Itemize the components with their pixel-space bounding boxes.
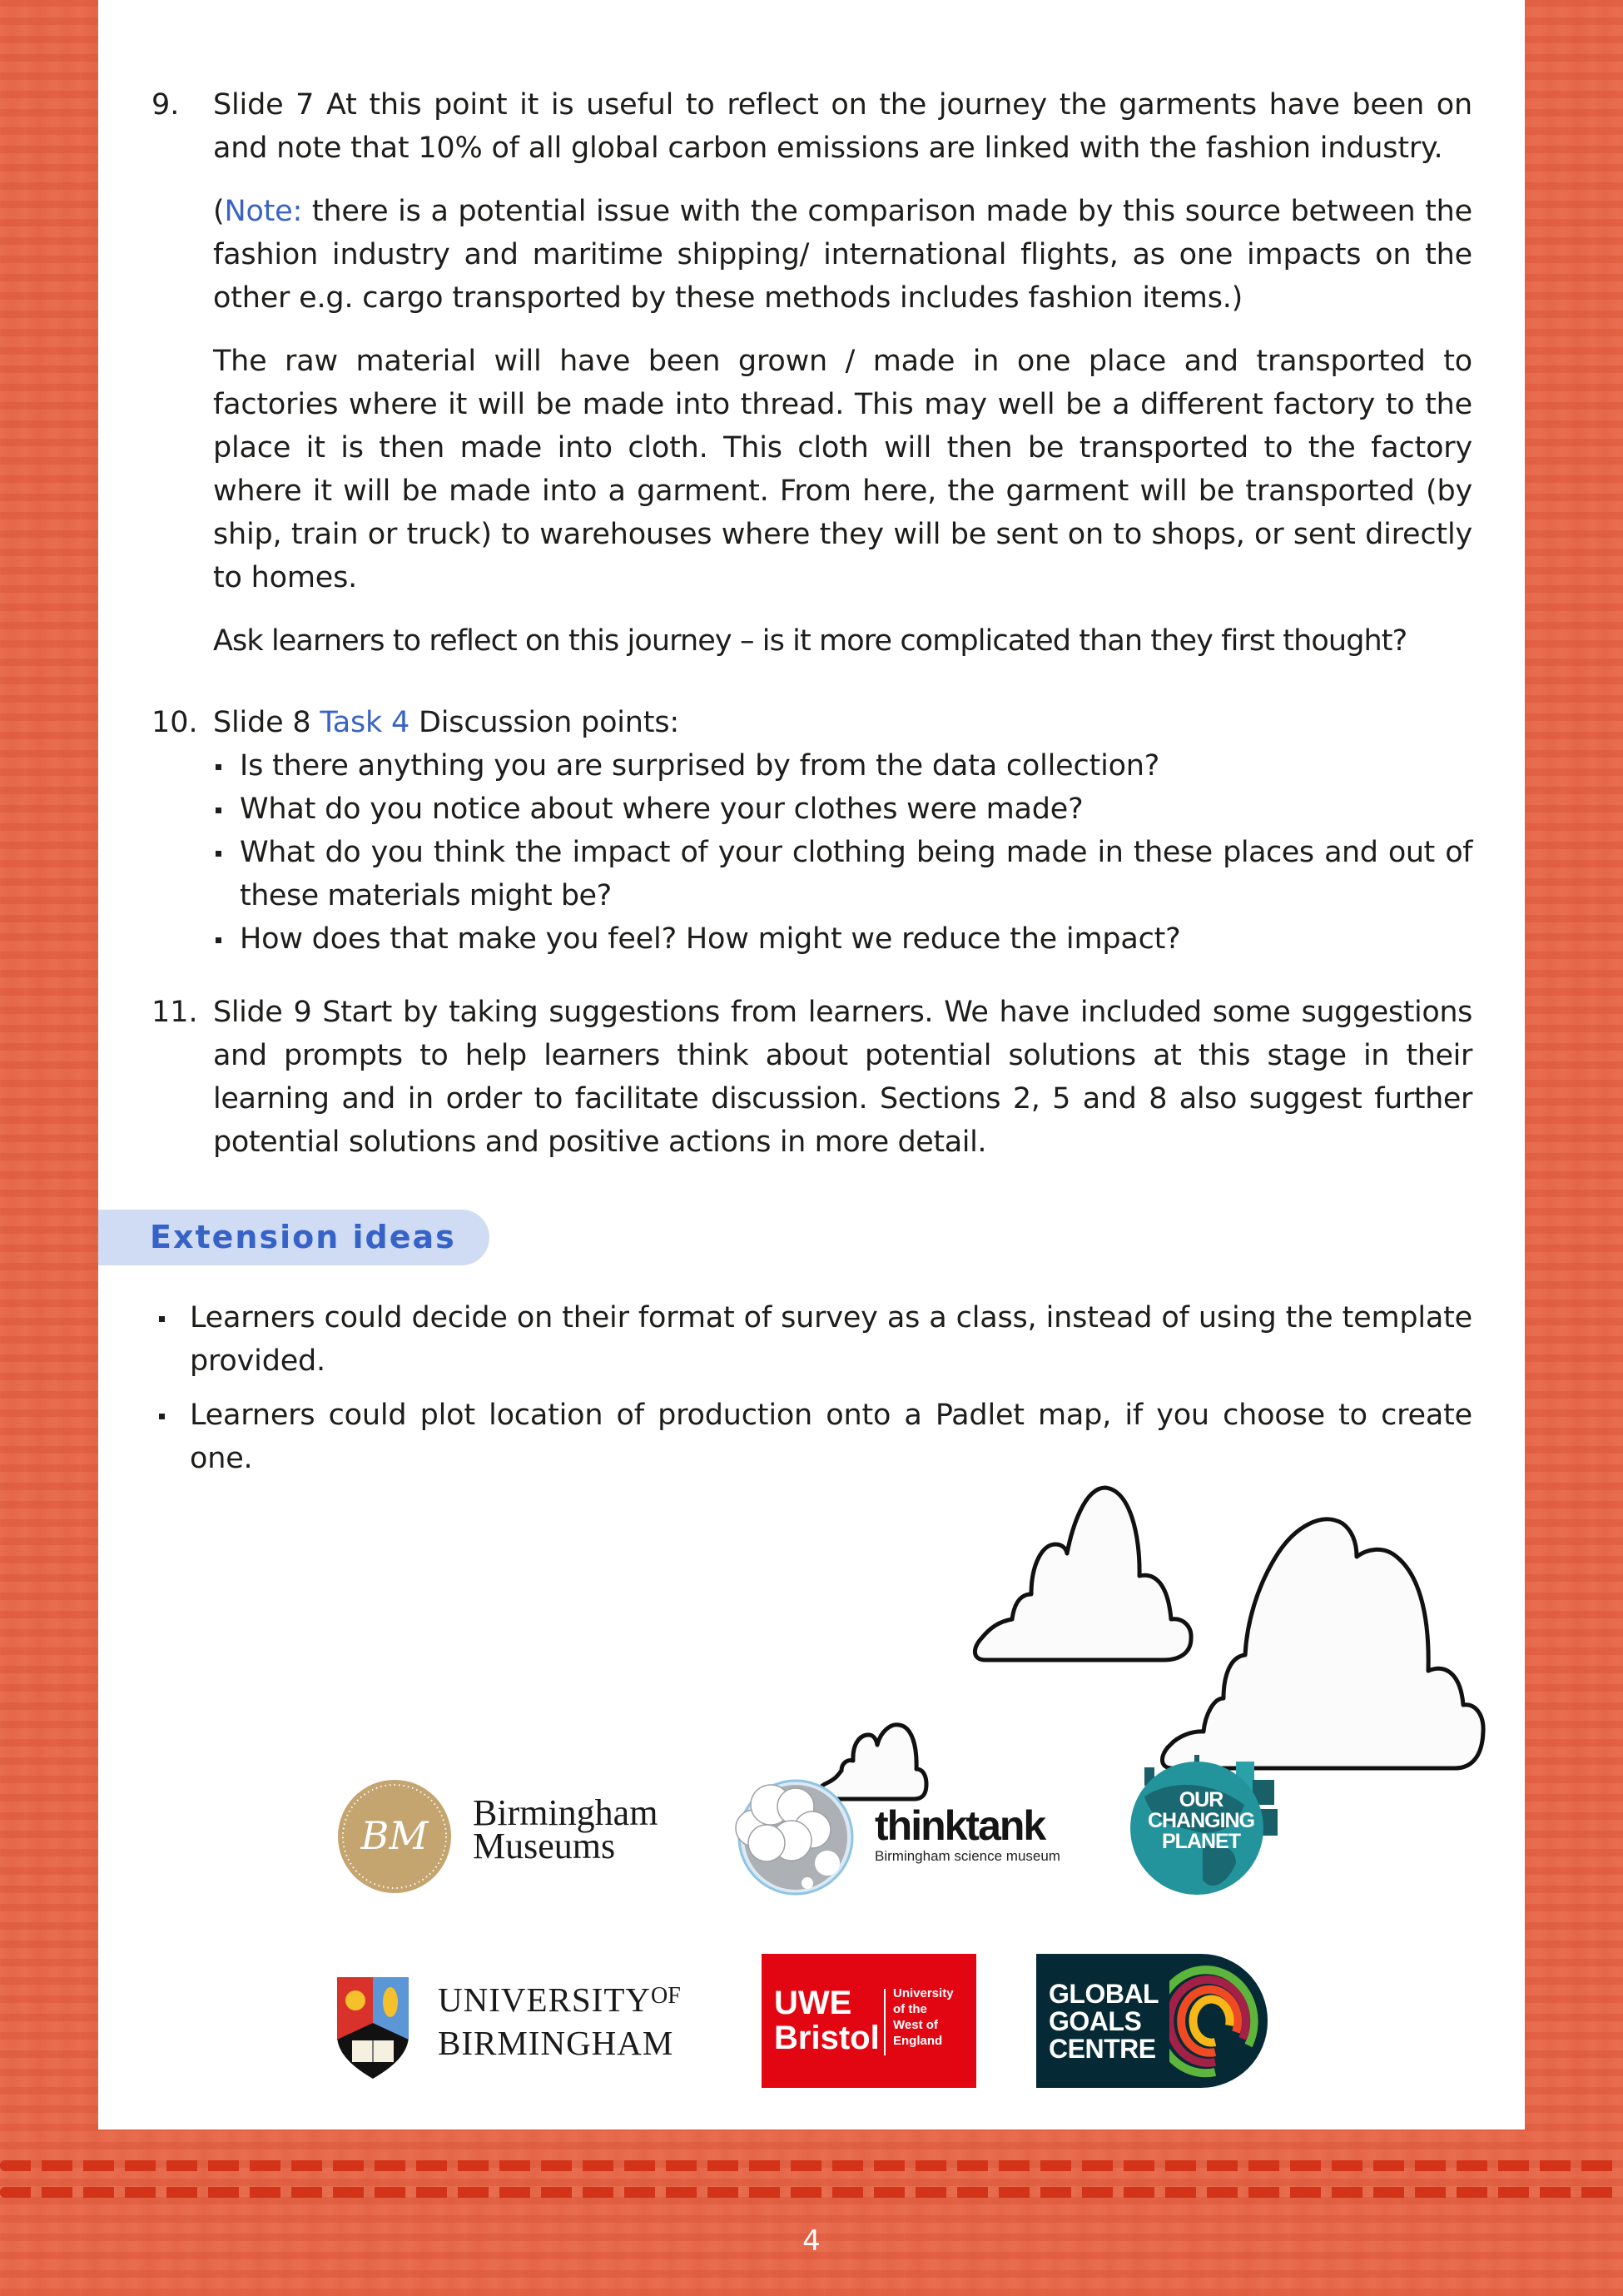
bullet-square-icon — [159, 1414, 165, 1419]
university-of-birmingham-wordmark — [438, 1975, 681, 2065]
discussion-point — [213, 744, 1472, 788]
item-10-intro — [213, 701, 1472, 744]
extension-idea — [159, 1296, 1472, 1383]
uwe-line2: Bristol — [774, 2020, 880, 2056]
birmingham-museums-wordmark — [473, 1792, 658, 1866]
extension-ideas-heading — [98, 1210, 489, 1265]
stitch-line-bottom — [0, 2187, 1623, 2198]
global-goals-centre-logo — [1036, 1954, 1268, 2088]
extension-idea — [159, 1394, 1472, 1480]
item-number: 10. — [151, 706, 198, 739]
stitch-line-top — [0, 2160, 1623, 2171]
ocp-line3: PLANET — [1162, 1830, 1240, 1853]
bullet-square-icon — [216, 937, 221, 943]
bm-line2: Museums — [473, 1826, 616, 1866]
bm-line1: Birmingham — [473, 1792, 658, 1833]
thinktank-wordmark: thinktank — [875, 1802, 1045, 1849]
uwe-small4: England — [893, 2034, 943, 2048]
ggc-wordmark — [1049, 1980, 1159, 2063]
uwe-small2: of the — [893, 2002, 927, 2016]
discussion-points-list — [213, 744, 1472, 961]
extension-ideas-list — [159, 1296, 1472, 1491]
uwe-divider — [884, 1989, 886, 2055]
item-9-note-paragraph — [213, 190, 1472, 320]
uwe-full-name — [893, 1985, 954, 2049]
ggc-rainbow-icon — [1169, 1962, 1263, 2080]
item-number: 11. — [151, 996, 198, 1029]
note-text: there is a potential issue with the comparison made by this source between the fashion industry and maritime shipping/ international flights, as one impacts on the other e.g. cargo transported by these methods includes fashion items.) — [213, 195, 1472, 315]
bullet-text: Is there anything you are surprised by from the data collection? — [240, 749, 1160, 783]
item-9-paragraph-1: Slide 7 At this point it is useful to reflect on the journey the garments have been on and note that 10% of all global carbon emissions are linked with the fashion industry. — [213, 88, 1472, 165]
note-label: Note: — [224, 195, 303, 228]
discussion-point — [213, 917, 1472, 961]
discussion-point — [213, 831, 1472, 917]
bullet-text: Learners could plot location of production onto a Padlet map, if you choose to create one. — [190, 1399, 1472, 1475]
intro-prefix: Slide 8 — [213, 706, 320, 739]
discussion-point — [213, 788, 1472, 831]
uob-line2: BIRMINGHAM — [438, 2024, 674, 2062]
uwe-small3: West of — [893, 2018, 938, 2032]
bullet-square-icon — [159, 1316, 165, 1322]
uwe-wordmark — [774, 1985, 880, 2055]
our-changing-planet-wordmark — [1130, 1790, 1272, 1852]
intro-suffix: Discussion points: — [409, 706, 679, 739]
page-panel — [98, 0, 1525, 2130]
birmingham-museums-logo-icon — [337, 1779, 452, 1894]
uwe-line1: UWE — [774, 1985, 852, 2021]
bullet-text: What do you think the impact of your clothing being made in these places and out of these materials might be? — [240, 836, 1472, 912]
open-paren: ( — [213, 195, 225, 228]
thinktank-subtitle: Birmingham science museum — [875, 1848, 1060, 1864]
bullet-square-icon — [216, 808, 221, 813]
uwe-small1: University — [893, 1986, 954, 2000]
item-11-text: Slide 9 Start by taking suggestions from learners. We have included some suggestions and prompts to help learners think about potential solutions at this stage in their learning and in order to facilitate discussion. Sections 2, 5 and 8 also suggest further potential solutions and positive actions in more detail. — [213, 996, 1472, 1159]
bullet-text: Learners could decide on their format of survey as a class, instead of using the template provided. — [190, 1301, 1472, 1378]
ocp-line1: OUR — [1179, 1788, 1223, 1811]
university-of-birmingham-crest-icon — [337, 1977, 409, 2079]
bullet-text: How does that make you feel? How might we reduce the impact? — [240, 922, 1181, 956]
uob-line1: UNIVERSITY — [438, 1980, 651, 2019]
ggc-line2: GOALS — [1049, 2006, 1142, 2036]
item-9-paragraph-3: The raw material will have been grown / made in one place and transported to factories where it will be made into thread. This may well be a different factory to the place it is then made into cloth. This cloth will then be transported to the factory where it will be made into a garment. From here, the garment will be transported (by ship, train or truck) to warehouses where they will be sent on to shops, or sent directly to homes. — [213, 345, 1472, 594]
ggc-line3: CENTRE — [1049, 2034, 1156, 2064]
task-4-link[interactable]: Task 4 — [320, 706, 410, 739]
bullet-text: What do you notice about where your clothes were made? — [240, 793, 1084, 826]
ggc-line1: GLOBAL — [1049, 1979, 1159, 2009]
bullet-square-icon — [216, 851, 221, 857]
item-9-paragraph-4: Ask learners to reflect on this journey – is it more complicated than they first thought? — [213, 624, 1407, 658]
thinktank-thought-bubble-icon — [729, 1778, 856, 1896]
uob-of: OF — [650, 1983, 681, 2009]
bullet-square-icon — [216, 764, 221, 770]
section-heading-text: Extension ideas — [150, 1219, 456, 1255]
ocp-line2: CHANGING — [1147, 1809, 1255, 1832]
uwe-bristol-logo — [762, 1954, 976, 2088]
svg-text:BM: BM — [360, 1813, 429, 1858]
page-number: 4 — [802, 2224, 821, 2258]
item-number: 9. — [151, 88, 180, 122]
